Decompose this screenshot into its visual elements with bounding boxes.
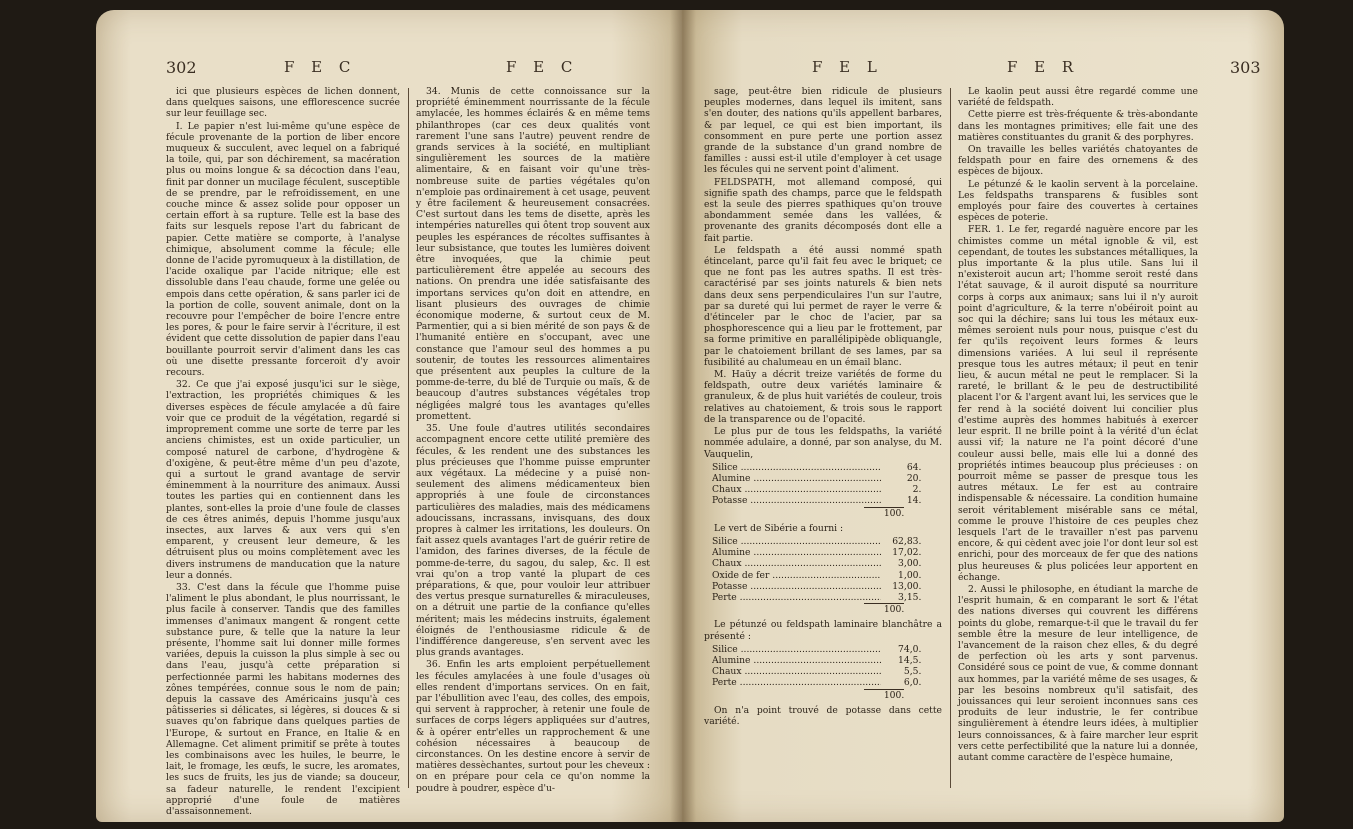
paragraph: FER. 1. Le fer, regardé naguère encore par les chimistes comme un métal ignoble & vil, est cependant, de toutes les substances métalliques, la plus importante & la plus utile. Sans lui il n'existeroit aucun art; l'homme seroit resté dans l'état sauvage, & il auroit disputé sa nourriture corps à corps aux animaux; sans lui il n'y auroit point d'agriculture, & la terre n'obéiroit point au soc qui la déchire; sans lui tous les métaux eux-mêmes seroient nuls pour nous, puisque c'est du fer qu'ils reçoivent leurs formes & leurs dimensions variées. A lui seul il représente presque tous les autres métaux; il peut en tenir lieu, & aucun métal ne peut le remplacer. Si la rareté, le brillant & le peu de destructibilité placent l'or & l'argent avant lui, les services que le fer rend à la société doivent lui concilier plus d'estime auprès des hommes habitués à exercer leur esprit. Il ne brille point à la vérité d'un éclat aussi vif; la nature ne l'a point décoré d'une couleur aussi belle, mais elle lui a donné des propriétés intimes beaucoup plus précieuses : on pourroit même se passer de presque tous les autres métaux. Le fer est au contraire indispensable & nécessaire. La condition humaine seroit véritablement misérable sans ce métal, comme le prouve l'histoire de ces peuples chez lesquels l'art de le travailler n'est pas parvenu encore, & qui cèdent avec joie l'or dont leur sol est enrichi, pour des morceaux de fer que des nations plus heureuses & plus policées leur apportent en échange.	[958, 224, 1198, 583]
table-total: 100.	[864, 689, 904, 701]
paragraph: 2. Aussi le philosophe, en étudiant la marche de l'esprit humain, & en comparant le sort & l'état des nations diverses qui couvrent les différens points du globe, remarque-t-il que le travail du fer semble être la mesure de leur intelligence, de l'avancement de la raison chez elles, & du degré de perfection où les arts y sont parvenus. Considéré sous ce point de vue, & comme donnant aux hommes, par la variété même de ses usages, & par les besoins nombreux qu'il satisfait, des jouissances qui leur seroient inconnues sans ces produits de leur industrie, le fer contribue singulièrement à étendre leurs idées, à multiplier leurs connoissances, & à faire marcher leur esprit vers cette perfectibilité que la nature lui a donnée, autant comme caractère de l'espèce humaine,	[958, 583, 1198, 763]
table-value: 17,02.	[892, 547, 922, 559]
table-label: Alumine .....	[712, 655, 881, 666]
running-head-left-col2: F E C	[506, 58, 579, 76]
table-label: Potasse .....	[712, 495, 881, 506]
paragraph: 34. Munis de cette connoissance sur la propriété éminemment nourrissante de la fécule amylacée, les hommes éclairés & en même tems philanthropes (car ces deux qualités vont rarement l'une sans l'autre) peuvent rendre de grands services à la société, en multipliant singulièrement les sources de la matière alimentaire, & en faisant voir qu'une très-nombreuse suite de parties végétales qu'on n'emploie pas ordinairement à cet usage, peuvent y être facilement & heureusement consacrées. C'est surtout dans les tems de disette, après les intempéries naturelles qui ôtent trop souvent aux peuples les espérances de récoltes suffisantes à leur subsistance, que toutes les lumières doivent être invoquées, que la chimie peut particulièrement être appelée au secours des nations. On prendra une idée satisfaisante des importans services qu'on doit en attendre, en lisant plusieurs des ouvrages de chimie économique moderne, & surtout ceux de M. Parmentier, qui a si bien mérité de son pays & de l'humanité entière en s'occupant, avec une constance que l'amour seul des hommes a pu soutenir, de toutes les ressources alimentaires que présentent aux peuples la culture de la pomme-de-terre, du blé de Turquie ou maïs, & de beaucoup d'autres substances végétales trop négligées malgré tous les avantages qu'elles promettent.	[416, 86, 650, 422]
paragraph: On travaille les belles variétés chatoyantes de feldspath pour en faire des ornemens & des espèces de bijoux.	[958, 144, 1198, 178]
analysis-table-adulaire	[712, 462, 921, 519]
table-caption: Le pétunzé ou feldspath laminaire blanchâtre a présenté :	[704, 619, 942, 642]
table-label: Perte .....	[712, 677, 881, 688]
table-label: Silice .....	[712, 462, 881, 473]
table-value: 62,83.	[892, 535, 922, 547]
analysis-table-petunze	[712, 644, 921, 701]
table-label: Alumine .....	[712, 547, 881, 558]
table-label: Potasse .....	[712, 581, 881, 592]
table-label: Alumine .....	[712, 473, 881, 484]
paragraph: M. Haüy a décrit treize variétés de forme du feldspath, outre deux variétés laminaire & granuleux, & de plus huit variétés de couleur, trois relatives au chatoiement, & trois sous le rapport de la transparence ou de l'opacité.	[704, 369, 942, 425]
paragraph: 36. Enfin les arts emploient perpétuellement les fécules amylacées à une foule d'usages où elles rendent d'importans services. On en fait, par l'ébullition avec l'eau, des colles, des empois, qui servent à rapprocher, à retenir une foule de surfaces de corps légers appliquées sur d'autres, & à opérer entr'elles un rapprochement & une cohésion nécessaires à beaucoup de circonstances. On les destine encore à servir de matières dessèchantes, surtout pour les cheveux : on en prépare pour cela ce qu'on nomme la poudre à poudrer, espèce d'u-	[416, 659, 650, 794]
table-value: 1,00.	[898, 569, 922, 581]
right-column-1	[704, 86, 942, 728]
table-value: 74,0.	[898, 643, 922, 655]
table-value: 14,5.	[898, 654, 922, 666]
table-label: Perte .....	[712, 592, 881, 603]
paragraph: Le plus pur de tous les feldspaths, la variété nommée adulaire, a donné, par son analyse, du M. Vauquelin,	[704, 426, 942, 460]
running-head-left-col1: F E C	[284, 58, 357, 76]
running-head-right-col2: F E R	[1007, 58, 1080, 76]
open-book	[96, 10, 1284, 822]
page-number-right: 303	[1230, 58, 1261, 77]
paragraph: FELDSPATH, mot allemand composé, qui signifie spath des champs, parce que le feldspath est la seule des pierres spathiques qu'on trouve abondamment semée dans les vallées, & provenante des granits décomposés dont elle a fait partie.	[704, 176, 942, 244]
paragraph: On n'a point trouvé de potasse dans cette variété.	[704, 704, 942, 727]
paragraph: Le kaolin peut aussi être regardé comme une variété de feldspath.	[958, 86, 1198, 109]
paragraph: Le pétunzé & le kaolin servent à la porcelaine. Les feldspaths transparens & fusibles sont employés pour faire des couvertes à certaines espèces de poterie.	[958, 178, 1198, 224]
column-rule	[950, 88, 951, 788]
right-page	[682, 10, 1284, 822]
table-label: Silice .....	[712, 536, 881, 547]
table-value: 6,0.	[903, 677, 922, 689]
column-rule	[408, 88, 409, 788]
left-column-2	[416, 86, 650, 795]
table-label: Oxide de fer .....	[712, 570, 881, 581]
table-value: 5,5.	[903, 666, 922, 678]
paragraph: 33. C'est dans la fécule que l'homme puise l'aliment le plus abondant, le plus nourrissant, le plus facile à conserver. Tandis que des familles immenses d'animaux mangent & rongent cette substance pure, & telle que la nature la leur présente, l'homme sait lui donner mille formes variées, depuis la cuisson la plus simple à sec ou dans l'eau, jusqu'à cette préparation si perfectionnée parmi les habitans modernes des zônes tempérées, connue sous le nom de pain; depuis la cassave des Américains jusqu'à ces pâtisseries si délicates, si légères, si douces & si suaves qu'on fabrique dans quelques parties de l'Europe, & surtout en France, en Italie & en Allemagne. Cet aliment primitif se prête à toutes les combinaisons avec les huiles, le beurre, le lait, le fromage, les œufs, le sucre, les aromates, les sucs de fruits, les jus de viande; sa douceur, sa fadeur naturelle, le rendent l'excipient approprié d'une foule de matières d'assaisonnement.	[166, 581, 400, 817]
running-head-right-col1: F E L	[812, 58, 883, 76]
table-value: 14.	[906, 495, 922, 507]
paragraph: Le feldspath a été aussi nommé spath étincelant, parce qu'il fait feu avec le briquet; ce que ne font pas les autres spaths. Il est très-caractérisé par ses joints naturels & bien nets dans deux sens perpendiculaires l'un sur l'autre, par sa dureté qui lui permet de rayer le verre & d'étinceler par le choc de l'acier, par sa phosphorescence qui a lieu par le frottement, par sa forme primitive en parallélipipède obliquangle, par le chatoiement brillant de ses lames, par sa fusibilité au chalumeau en un émail blanc.	[704, 244, 942, 368]
paragraph: Cette pierre est très-fréquente & très-abondante dans les montagnes primitives; elle fait une des matières constituantes du granit & des porphyres.	[958, 109, 1198, 143]
table-total: 100.	[864, 507, 904, 519]
table-label: Silice .....	[712, 644, 881, 655]
table-caption: Le vert de Sibérie a fourni :	[714, 522, 844, 534]
table-value: 13,00.	[892, 580, 922, 592]
paragraph: I. Le papier n'est lui-même qu'une espèce de fécule provenante de la portion de liber encore muqueux & succulent, avec lequel on a fabriqué la toile, qui, par son déchirement, sa macération plus ou moins longue & sa décoction dans l'eau, finit par donner un mucilage féculent, susceptible de se prendre, par le refroidissement, en une couche mince & assez solide pour opposer un certain effort à sa rupture. Telle est la base des faits sur lesquels repose l'art du fabricant de papier. Cette matière se comporte, à l'analyse chimique, absolument comme la fécule; elle donne de l'acide pyromuqueux à la distillation, de l'acide oxalique par l'acide nitrique; elle est dissoluble dans l'eau chaude, forme une gelée ou empois dans cette opération, & sans parler ici de la portion de colle, souvent animale, dont on la recouvre pour l'empêcher de boire l'encre entre les pores, & pour le faire servir à l'écriture, il est évident que cette dissolution de papier dans l'eau bouillante pourroit servir d'aliment dans les cas où une disette pressante forceroit d'y avoir recours.	[166, 120, 400, 379]
book-gutter	[670, 10, 696, 822]
table-value: 3,15.	[898, 591, 922, 603]
table-value: 2.	[912, 484, 922, 496]
analysis-table-siberie	[712, 536, 921, 615]
table-value: 3,00.	[898, 558, 922, 570]
table-value: 20.	[906, 472, 922, 484]
left-column-1	[166, 86, 400, 818]
page-number-left: 302	[166, 58, 197, 77]
paragraph: ici que plusieurs espèces de lichen donnent, dans quelques saisons, une efflorescence sucrée sur leur feuillage sec.	[166, 86, 400, 120]
table-label: Chaux .....	[712, 666, 881, 677]
table-value: 64.	[906, 461, 922, 473]
table-label: Chaux .....	[712, 558, 881, 569]
paragraph: 32. Ce que j'ai exposé jusqu'ici sur le siège, l'extraction, les propriétés chimiques & les diverses espèces de fécule amylacée a dû faire voir que ce produit de la végétation, regardé si improprement comme une sorte de terre par les anciens chimistes, est un oxide particulier, un composé naturel de carbone, d'hydrogène & d'oxigène, & peut-être même d'un peu d'azote, qui a surtout le grand avantage de servir éminemment à la nourriture des animaux. Aussi toutes les parties qui en contiennent dans les plantes, sont-elles la proie d'une foule de classes de ces êtres animés, depuis l'homme jusqu'aux insectes, aux larves & aux vers qui s'en emparent, y creusent leur demeure, & les détruisent plus ou moins complètement avec les divers instrumens de manducation que la nature leur a donnés.	[166, 379, 400, 581]
left-page	[96, 10, 682, 822]
table-label: Chaux .....	[712, 484, 881, 495]
paragraph: sage, peut-être bien ridicule de plusieurs peuples modernes, dans lequel ils imitent, sans s'en douter, des nations qu'ils appellent barbares, & par lequel, ce qui est bien important, ils consomment en pure perte une portion assez grande de la substance d'un grand nombre de familles : aussi est-il utile d'employer à cet usage les fécules qui ne servent point d'aliment.	[704, 86, 942, 176]
right-column-2	[958, 86, 1198, 764]
table-total: 100.	[864, 603, 904, 615]
paragraph: 35. Une foule d'autres utilités secondaires accompagnent encore cette utilité première des fécules, & les rendent une des substances les plus précieuses que l'homme puisse emprunter aux végétaux. La médecine y a puisé non-seulement des alimens médicamenteux bien appropriés à une foule de circonstances particulières des maladies, mais des médicamens adoucissans, incrassans, invisquans, des doux propres à calmer les irritations, les douleurs. On fait assez quels avantages l'art de guérir retire de l'amidon, des farines diverses, de la fécule de pomme-de-terre, du sagou, du salep, &c. Il est vrai qu'on a trop vanté la plupart de ces préparations, & que, pour vouloir leur attribuer des vertus presque surnaturelles & miraculeuses, on a détruit une partie de la confiance qu'elles méritent; mais les médecins instruits, également éloignés de l'enthousiasme ridicule & de l'indifférence dangereuse, s'en servent avec les plus grands avantages.	[416, 423, 650, 659]
